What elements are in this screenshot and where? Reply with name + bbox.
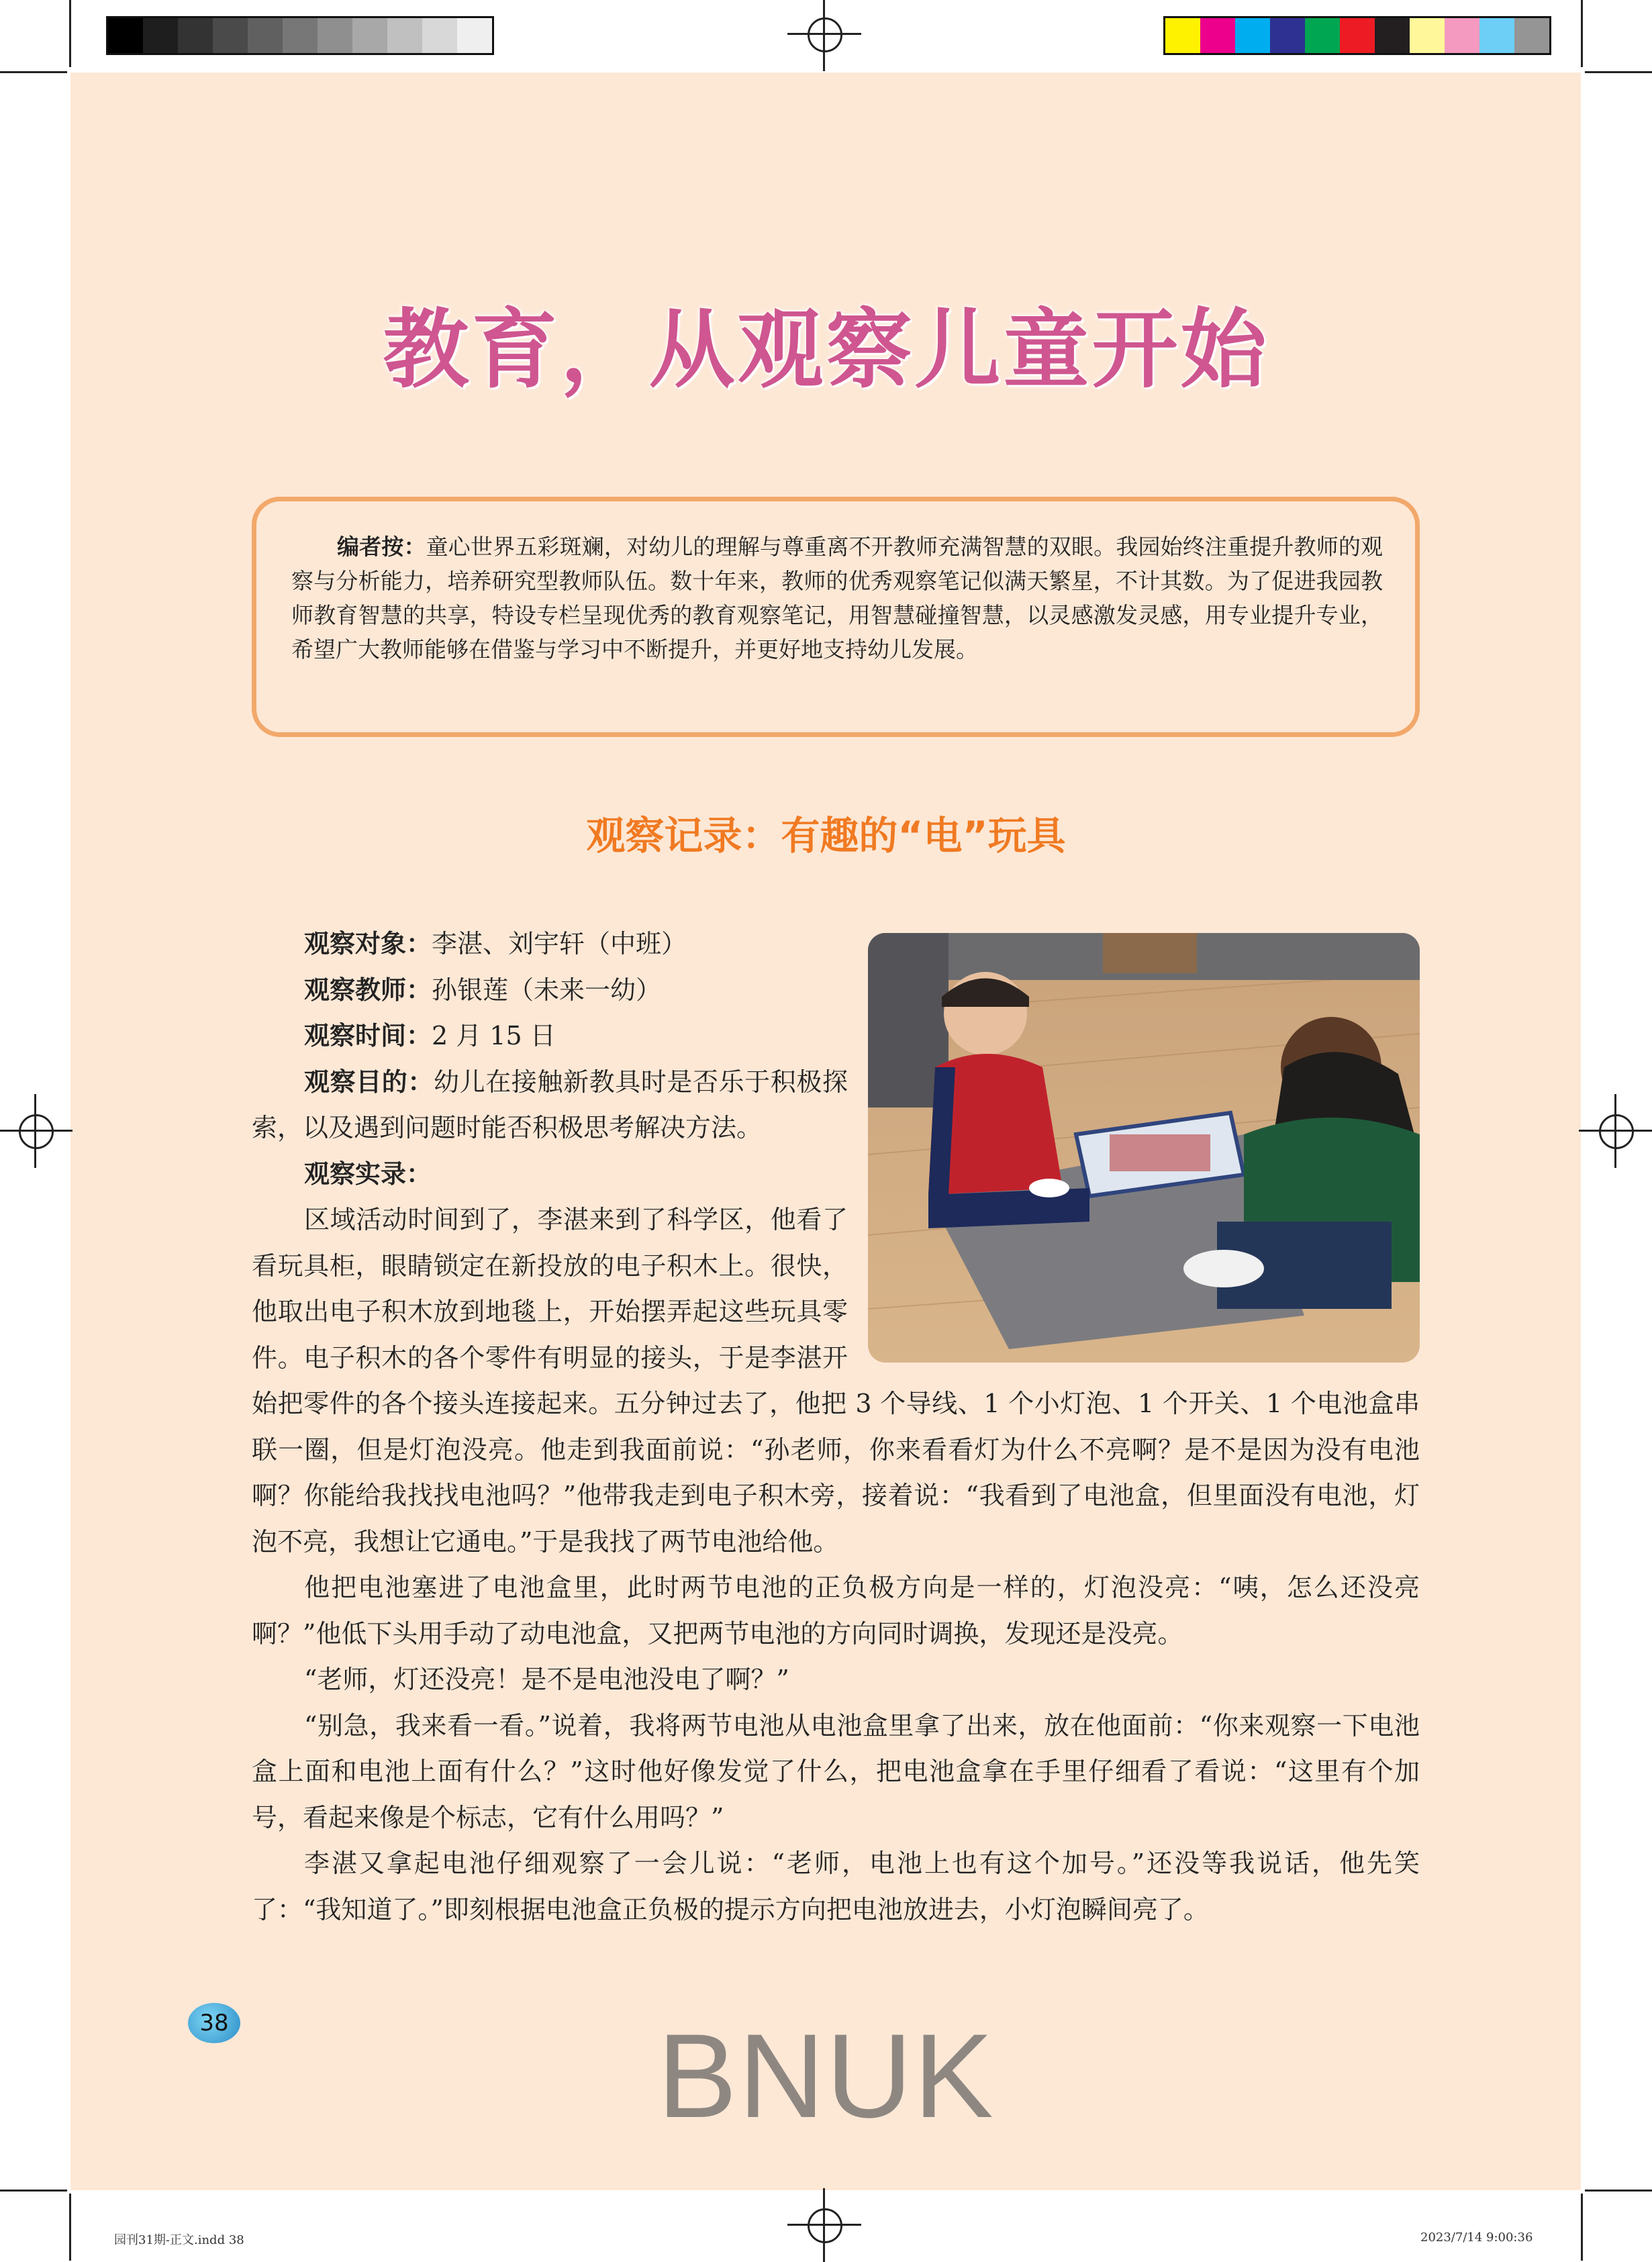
meta-purpose: 观察目的：幼儿在接触新教具时是否乐于积极探索，以及遇到问题时能否积极思考解决方法。: [252, 1066, 848, 1142]
bnuk-logo: BNUK: [657, 2009, 995, 2143]
paragraph: 他把电池塞进了电池盒里，此时两节电池的正负极方向是一样的，灯泡没亮：“咦，怎么还没亮啊？”他低下头用手动了动电池盒，又把两节电池的方向同时调换，发现还是没亮。: [252, 1573, 1420, 1649]
crop-mark: [0, 71, 67, 73]
page-number: 38: [188, 2003, 240, 2043]
paragraph: 李湛又拿起电池仔细观察了一会儿说：“老师，电池上也有这个加号。”还没等我说话，他先笑了：“我知道了。”即刻根据电池盒正负极的提示方向把电池放进去，小灯泡瞬间亮了。: [252, 1849, 1420, 1924]
crop-mark: [0, 2190, 67, 2192]
paragraph: “别急，我来看一看。”说着，我将两节电池从电池盒里拿了出来，放在他面前：“你来观察一下电池盒上面和电池上面有什么？”这时他好像发觉了什么，把电池盒拿在手里仔细看了看说：“这里有个加号，看起来像是个标志，它有什么用吗？”: [252, 1710, 1420, 1832]
children-playing-photo: [868, 933, 1420, 1363]
page-title: 教育，从观察儿童开始: [383, 300, 1269, 400]
crop-mark: [1585, 71, 1652, 73]
editor-note-label: 编者按：: [337, 534, 426, 560]
crop-mark: [1581, 0, 1583, 67]
color-calibration-bar: [1163, 16, 1551, 55]
grayscale-bar: [106, 16, 494, 55]
meta-time: 观察时间：2 月 15 日: [304, 1020, 556, 1050]
photo-illustration: [868, 933, 1420, 1363]
article-body: [252, 921, 1420, 1932]
crop-mark: [1581, 2194, 1583, 2261]
record-label: 观察实录：: [304, 1158, 432, 1189]
slug-file-info: 园刊31期-正文.indd 38: [114, 2233, 244, 2247]
slug-timestamp: 2023/7/14 9:00:36: [1420, 2230, 1533, 2245]
paragraph: “老师，灯还没亮！是不是电池没电了啊？”: [304, 1665, 789, 1694]
registration-mark-bottom: [787, 2188, 861, 2262]
editor-note-box: [252, 497, 1420, 737]
registration-mark-right: [1579, 1094, 1652, 1168]
registration-mark-left: [0, 1094, 72, 1168]
meta-target: 观察对象：李湛、刘宇轩（中班）: [304, 928, 687, 958]
crop-mark: [1585, 2190, 1652, 2192]
crop-mark: [69, 0, 71, 67]
editor-note-text: 童心世界五彩斑斓，对幼儿的理解与尊重离不开教师充满智慧的双眼。我园始终注重提升教师的观察与分析能力，培养研究型教师队伍。数十年来，教师的优秀观察笔记似满天繁星，不计其数。为了促进我园教师教育智慧的共享，特设专栏呈现优秀的教育观察笔记，用智慧碰撞智慧，以灵感激发灵感，用专业提升专业，希望广大教师能够在借鉴与学习中不断提升，并更好地支持幼儿发展。: [291, 534, 1383, 662]
section-title: 观察记录：有趣的“电”玩具: [586, 813, 1066, 858]
paragraph: 区域活动时间到了，李湛来到了科学区，他看了看玩具柜，眼睛锁定在新投放的电子积木上。很快，他取出电子积木放到地毯上，开始摆弄起这些玩具零件。电子积木的各个零件有明显的接头，于是李湛开始把零件的各个接头连接起来。五分钟过去了，他把 3 个导线、1 个小灯泡、1 个开关、1 个电池盒串联一圈，但是灯泡没亮。他走到我面前说：“孙老师，你来看看灯为什么不亮啊？是不是因为没有电池啊？你能给我找找电池吗？”他带我走到电子积木旁，接着说：“我看到了电池盒，但里面没有电池，灯泡不亮，我想让它通电。”于是我找了两节电池给他。: [252, 1205, 1420, 1557]
crop-mark: [69, 2194, 71, 2261]
registration-mark-top: [787, 0, 861, 71]
meta-teacher: 观察教师：孙银莲（未来一幼）: [304, 974, 662, 1005]
